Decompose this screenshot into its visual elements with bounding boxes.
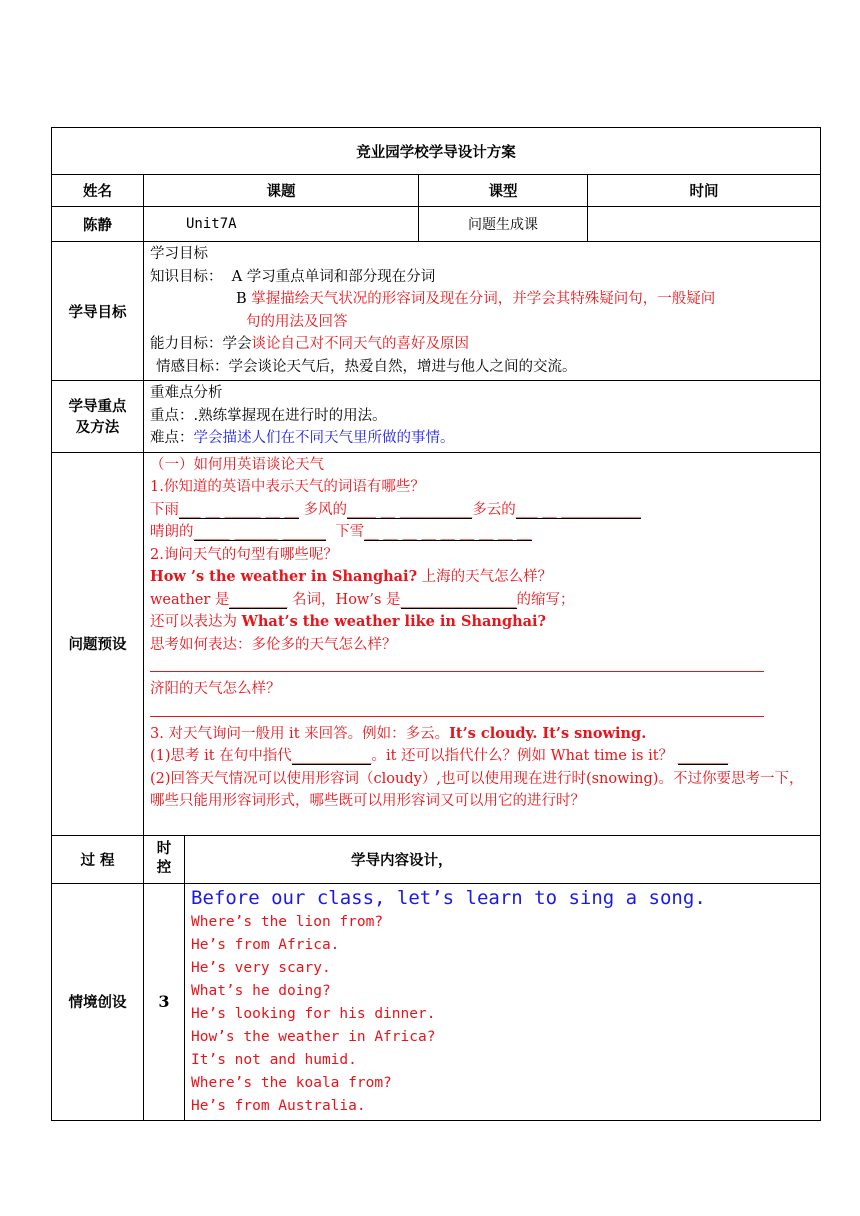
- focus-label: 学导重点 及方法: [52, 381, 144, 453]
- focus-content: [144, 381, 821, 453]
- song-line: Where’s the koala from?: [191, 1074, 392, 1091]
- song-title: Before our class, let’s learn to sing a song.: [191, 886, 706, 909]
- focus-heading: 重难点分析: [150, 385, 223, 401]
- scene-time: 3: [144, 883, 185, 1120]
- header-time: 时间: [588, 175, 821, 207]
- preview-q3: 3. 对天气询问一般用 it 来回答。例如：多云。It’s cloudy. It’s snowing.: [150, 724, 647, 742]
- scene-content: [185, 883, 821, 1120]
- weather-explain: weather 是________ 名词，How’s 是________________的缩写；: [150, 591, 575, 608]
- think-toronto: 思考如何表达：多伦多的天气怎么样？: [150, 636, 397, 653]
- answer-line-2: [150, 701, 814, 723]
- preview-section1: （一）如何用英语谈论天气: [150, 456, 324, 473]
- preview-q3-1: (1)思考 it 在句中指代___________。it 还可以指代什么？例如 What time is it？ _______: [150, 748, 729, 764]
- plan-title: 竞业园学校学导设计方案: [52, 128, 821, 175]
- weather-words-line2: 晴朗的_____ ______ ______ 下雪__ __ __ __ __ __ __ __ __: [150, 524, 532, 540]
- focus-key: 重点：.熟练掌握现在进行时的用法。: [150, 407, 387, 424]
- also-expression: 还可以表达为 What’s the weather like in Shanghai?: [150, 613, 547, 630]
- info-name: 陈静: [52, 207, 144, 242]
- scene-label: 情境创设: [52, 883, 144, 1120]
- preview-q2: 2.询问天气的句型有哪些呢？: [150, 546, 338, 563]
- song-line: He’s from Africa.: [191, 936, 340, 953]
- ability-goal: 能力目标：学会谈论自己对不同天气的喜好及原因: [150, 336, 469, 352]
- goals-label: 学导目标: [52, 242, 144, 381]
- song-line: He’s very scary.: [191, 959, 331, 976]
- content-design-header: 学导内容设计，: [185, 835, 821, 883]
- knowledge-goal-b-cont: 句的用法及回答: [246, 313, 348, 330]
- focus-difficulty: 难点：学会描述人们在不同天气里所做的事情。: [150, 430, 455, 446]
- preview-q2-example: How ’s the weather in Shanghai? 上海的天气怎么样？: [150, 568, 553, 585]
- header-name: 姓名: [52, 175, 144, 207]
- song-line: He’s looking for his dinner.: [191, 1005, 436, 1022]
- answer-line-1: [150, 656, 814, 678]
- song-line: It’s not and humid.: [191, 1051, 357, 1068]
- emotion-goal: 情感目标：学会谈论天气后，热爱自然，增进与他人之间的交流。: [156, 358, 577, 375]
- info-time: [588, 207, 821, 242]
- preview-q3-2: (2)回答天气情况可以使用形容词（cloudy）,也可以使用现在进行时(snowing)。不过你要思考一下，哪些只能用形容词形式，哪些既可以用形容词又可以用它的进行时？: [150, 770, 804, 809]
- process-header: 过 程: [52, 835, 144, 883]
- song-line: How’s the weather in Africa?: [191, 1028, 436, 1045]
- time-control-header: 时 控: [144, 835, 185, 883]
- header-topic: 课题: [144, 175, 419, 207]
- header-type: 课型: [419, 175, 588, 207]
- preview-q1: 1.你知道的英语中表示天气的词语有哪些？: [150, 479, 425, 495]
- song-line: Where’s the lion from?: [191, 913, 384, 930]
- think-jiyang: 济阳的天气怎么样？: [150, 681, 281, 697]
- knowledge-goal-b: B 掌握描绘天气状况的形容词及现在分词，并学会其特殊疑问句，一般疑问: [236, 291, 716, 307]
- preview-label: 问题预设: [52, 452, 144, 835]
- weather-words-line1: 下雨___ __ _____ __ __ 多风的____ __ __________多云的___ __ ___________: [150, 501, 641, 518]
- goals-content: [144, 242, 821, 381]
- song-line: What’s he doing?: [191, 982, 331, 999]
- info-topic: Unit7A: [144, 207, 419, 242]
- knowledge-goal-a: 知识目标： A 学习重点单词和部分现在分词: [150, 268, 436, 285]
- lesson-plan-table: [51, 127, 821, 1121]
- goals-heading: 学习目标: [150, 246, 208, 262]
- preview-content: [144, 452, 821, 835]
- song-line: He’s from Australia.: [191, 1097, 366, 1114]
- info-type: 问题生成课: [419, 207, 588, 242]
